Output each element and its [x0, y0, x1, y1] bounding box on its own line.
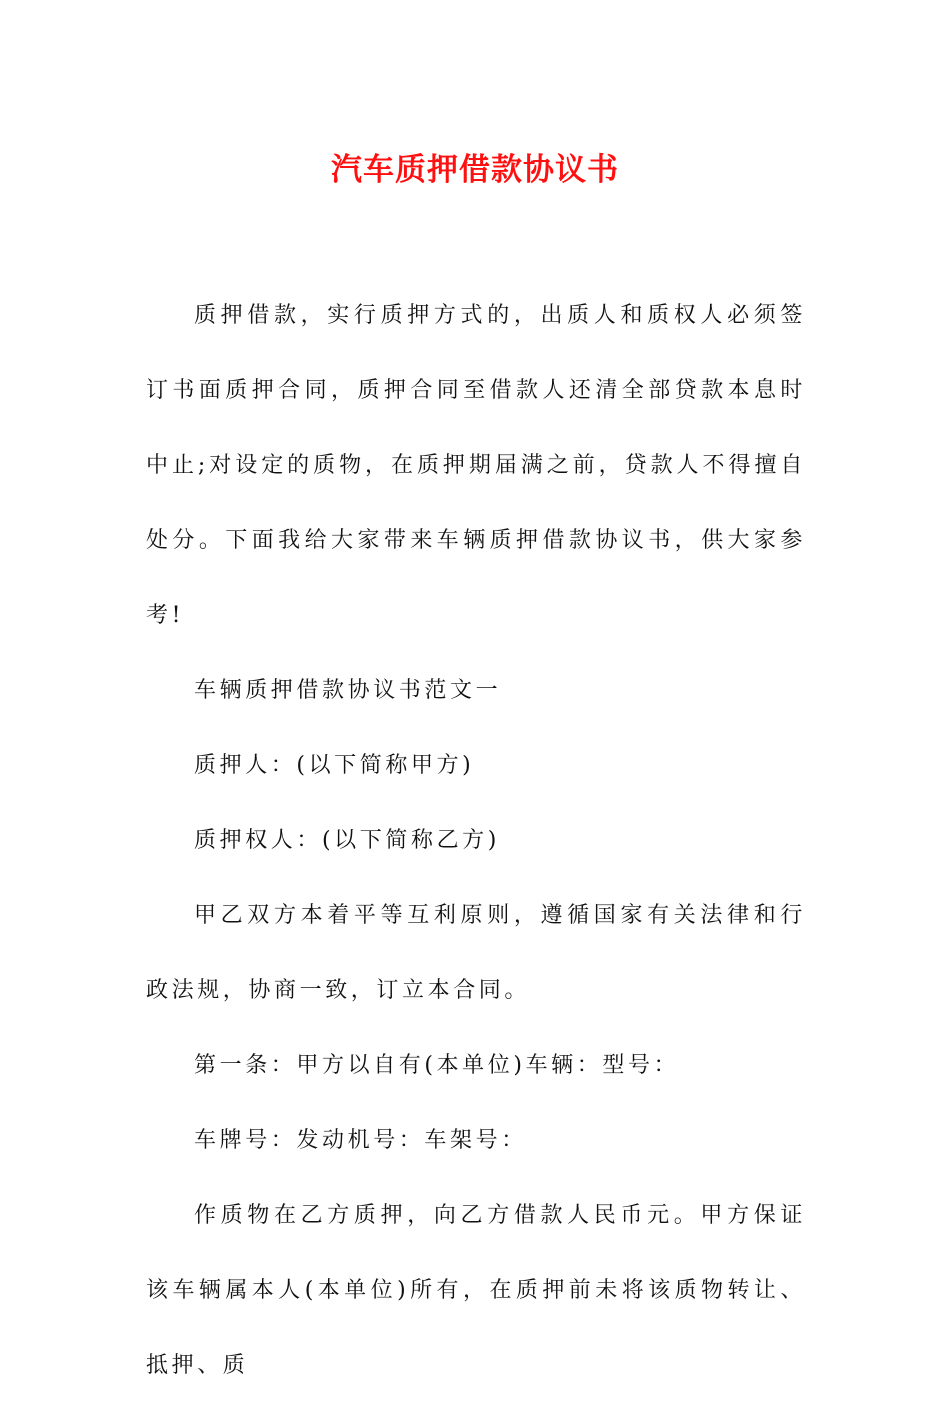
intro-paragraph: 质押借款，实行质押方式的，出质人和质权人必须签订书面质押合同，质押合同至借款人还清全部贷款本息时中止;对设定的质物，在质押期届满之前，贷款人不得擅自处分。下面我给大家带来车辆质押借款协议书，供大家参考! — [146, 303, 806, 628]
document-body — [146, 278, 806, 1403]
article-one-line: 第一条：甲方以自有(本单位)车辆：型号： — [194, 1053, 680, 1078]
pledgor-line: 质押人：(以下简称甲方) — [194, 753, 475, 778]
pledge-terms-paragraph: 作质物在乙方质押，向乙方借款人民币元。甲方保证该车辆属本人(本单位)所有，在质押前未将该质物转让、抵押、质 — [146, 1203, 806, 1378]
pledgee-line: 质押权人：(以下简称乙方) — [194, 828, 500, 853]
vehicle-ids-line: 车牌号：发动机号：车架号： — [194, 1128, 527, 1153]
document-title: 汽车质押借款协议书 — [331, 152, 619, 188]
sample-heading: 车辆质押借款协议书范文一 — [194, 678, 502, 703]
principle-paragraph: 甲乙双方本着平等互利原则，遵循国家有关法律和行政法规，协商一致，订立本合同。 — [146, 903, 806, 1003]
